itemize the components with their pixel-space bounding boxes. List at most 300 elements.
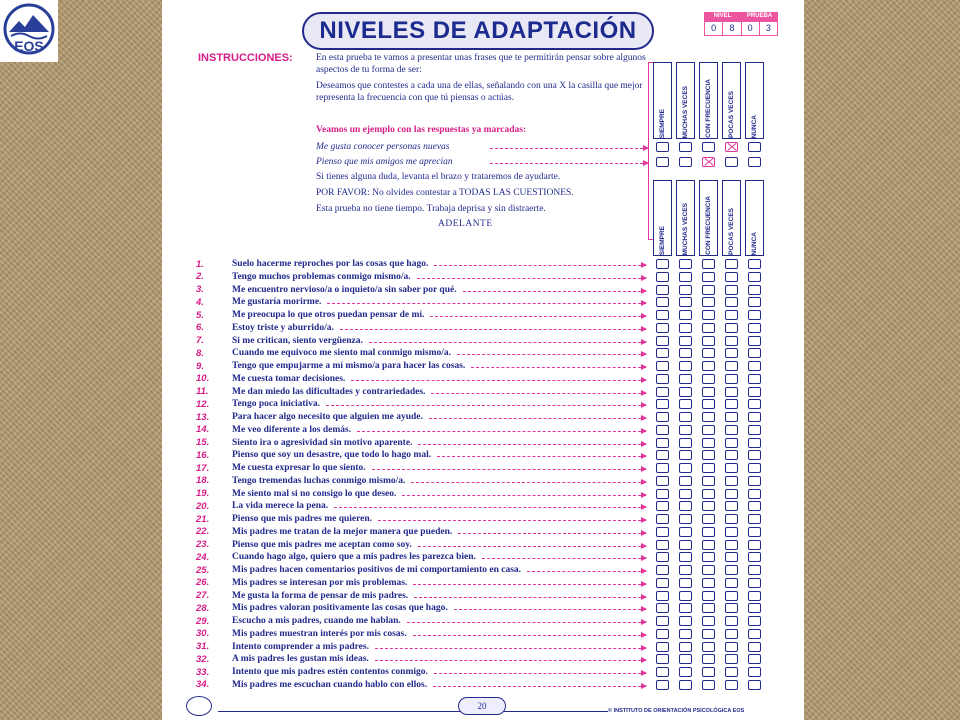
answer-checkbox-con-frecuencia[interactable] xyxy=(702,629,715,639)
question-row xyxy=(196,373,345,385)
answer-checkbox-siempre[interactable] xyxy=(656,565,669,575)
answer-checkbox-siempre[interactable] xyxy=(656,272,669,282)
answer-checkbox-con-frecuencia[interactable] xyxy=(702,667,715,677)
question-number: 15. xyxy=(196,437,210,448)
question-number: 18. xyxy=(196,475,210,487)
question-text: Tengo que empujarme a mí mismo/a para hacer las cosas. xyxy=(232,361,466,371)
leader-arrow xyxy=(458,533,646,534)
answer-checkbox-muchas-veces[interactable] xyxy=(679,629,692,639)
answer-checkbox-nunca[interactable] xyxy=(748,667,761,677)
question-row xyxy=(196,564,521,576)
question-row xyxy=(196,386,425,398)
answer-checkbox-nunca[interactable] xyxy=(748,514,761,524)
answer-checkbox-siempre[interactable] xyxy=(656,310,669,320)
question-number: 7. xyxy=(196,335,204,346)
example-header-muchas-veces: MUCHAS VECES xyxy=(676,62,695,139)
answer-checkbox-siempre[interactable] xyxy=(656,476,669,486)
answer-checkbox-pocas-veces[interactable] xyxy=(725,361,738,371)
answer-checkbox-con-frecuencia[interactable] xyxy=(702,285,715,295)
answer-checkbox-con-frecuencia[interactable] xyxy=(702,272,715,282)
answer-checkbox-pocas-veces[interactable] xyxy=(725,642,738,652)
answer-checkbox-nunca[interactable] xyxy=(748,501,761,511)
answer-checkbox-muchas-veces[interactable] xyxy=(679,323,692,333)
leader-arrow xyxy=(434,673,646,674)
question-row xyxy=(196,590,408,602)
question-row xyxy=(196,513,372,525)
question-row xyxy=(196,526,452,538)
example-statement-2: Pienso que mis amigos me aprecian xyxy=(316,157,453,167)
code-digit: 0 xyxy=(742,22,760,35)
answer-checkbox-nunca[interactable] xyxy=(748,552,761,562)
question-text: Me veo diferente a los demás. xyxy=(232,424,352,435)
example-arrow xyxy=(490,163,648,164)
leader-arrow xyxy=(418,444,646,445)
answer-checkbox-siempre[interactable] xyxy=(656,603,669,613)
answer-checkbox-muchas-veces[interactable] xyxy=(679,514,692,524)
answer-checkbox-pocas-veces[interactable] xyxy=(725,310,738,320)
answer-checkbox-siempre[interactable] xyxy=(656,259,669,269)
answer-checkbox-siempre[interactable] xyxy=(656,297,669,307)
answer-checkbox-con-frecuencia[interactable] xyxy=(702,374,715,384)
leader-arrow xyxy=(369,342,646,343)
question-text: A mis padres les gustan mis ideas. xyxy=(232,654,369,665)
answer-checkbox-muchas-veces[interactable] xyxy=(679,310,692,320)
answer-checkbox-pocas-veces[interactable] xyxy=(725,667,738,677)
answer-checkbox-con-frecuencia[interactable] xyxy=(702,642,715,652)
answer-checkbox-muchas-veces[interactable] xyxy=(679,387,692,397)
answer-checkbox-pocas-veces[interactable] xyxy=(725,450,738,460)
answer-checkbox-muchas-veces[interactable] xyxy=(679,361,692,371)
leader-arrow xyxy=(433,686,646,687)
answer-checkbox-nunca[interactable] xyxy=(748,438,761,448)
answer-checkbox-siempre[interactable] xyxy=(656,616,669,626)
example-answer-checkbox xyxy=(702,142,715,152)
answer-checkbox-con-frecuencia[interactable] xyxy=(702,463,715,473)
question-row xyxy=(196,475,405,487)
publisher-credit: © INSTITUTO DE ORIENTACIÓN PSICOLÓGICA EOS xyxy=(608,708,745,714)
answer-checkbox-siempre[interactable] xyxy=(656,489,669,499)
answer-checkbox-muchas-veces[interactable] xyxy=(679,463,692,473)
answer-checkbox-siempre[interactable] xyxy=(656,527,669,537)
answer-checkbox-siempre[interactable] xyxy=(656,654,669,664)
question-row xyxy=(196,335,363,347)
answer-checkbox-muchas-veces[interactable] xyxy=(679,527,692,537)
leader-arrow xyxy=(413,635,646,636)
question-row xyxy=(196,309,424,321)
question-text: Mis padres se interesan por mis problemas. xyxy=(232,577,408,588)
answer-checkbox-muchas-veces[interactable] xyxy=(679,501,692,511)
question-number: 27. xyxy=(196,590,210,601)
answer-checkbox-siempre[interactable] xyxy=(656,501,669,511)
answer-checkbox-pocas-veces[interactable] xyxy=(725,463,738,473)
answer-checkbox-muchas-veces[interactable] xyxy=(679,654,692,664)
example-answer-checkbox xyxy=(679,142,692,152)
answer-checkbox-nunca[interactable] xyxy=(748,450,761,460)
question-number: 2. xyxy=(196,271,204,283)
question-number: 34. xyxy=(196,679,210,691)
adelante-label: ADELANTE xyxy=(438,219,493,229)
answer-checkbox-con-frecuencia[interactable] xyxy=(702,489,715,499)
question-text: Intento que mis padres estén contentos conmigo. xyxy=(232,667,428,677)
answer-checkbox-nunca[interactable] xyxy=(748,348,761,358)
footer-logo xyxy=(186,696,212,716)
footer-divider xyxy=(218,711,608,712)
answer-checkbox-con-frecuencia[interactable] xyxy=(702,540,715,550)
answer-checkbox-nunca[interactable] xyxy=(748,527,761,537)
answer-checkbox-con-frecuencia[interactable] xyxy=(702,412,715,422)
question-number: 31. xyxy=(196,641,210,652)
questionnaire-page xyxy=(162,0,804,720)
leader-arrow xyxy=(417,278,646,279)
question-number: 11. xyxy=(196,386,209,397)
page-title: NIVELES DE ADAPTACIÓN xyxy=(302,12,654,50)
answer-checkbox-con-frecuencia[interactable] xyxy=(702,310,715,320)
question-text: Me cuesta expresar lo que siento. xyxy=(232,463,366,473)
answer-checkbox-con-frecuencia[interactable] xyxy=(702,259,715,269)
answer-checkbox-muchas-veces[interactable] xyxy=(679,425,692,435)
answer-checkbox-pocas-veces[interactable] xyxy=(725,336,738,346)
eos-logo xyxy=(0,0,58,62)
answer-checkbox-pocas-veces[interactable] xyxy=(725,387,738,397)
answer-checkbox-pocas-veces[interactable] xyxy=(725,412,738,422)
answer-checkbox-pocas-veces[interactable] xyxy=(725,374,738,384)
leader-arrow xyxy=(413,584,646,585)
answer-checkbox-nunca[interactable] xyxy=(748,285,761,295)
question-row xyxy=(196,347,451,359)
answer-checkbox-con-frecuencia[interactable] xyxy=(702,527,715,537)
example-answer-checkbox xyxy=(725,142,738,152)
question-number: 26. xyxy=(196,577,210,589)
answer-checkbox-siempre[interactable] xyxy=(656,578,669,588)
leader-arrow xyxy=(431,393,646,394)
leader-arrow xyxy=(340,329,646,330)
leader-arrow xyxy=(463,291,646,292)
code-label-prueba: PRUEBA xyxy=(741,12,778,21)
answer-checkbox-siempre[interactable] xyxy=(656,591,669,601)
leader-arrow xyxy=(457,354,646,355)
answer-checkbox-muchas-veces[interactable] xyxy=(679,348,692,358)
answer-checkbox-nunca[interactable] xyxy=(748,616,761,626)
answer-checkbox-pocas-veces[interactable] xyxy=(725,399,738,409)
answer-checkbox-con-frecuencia[interactable] xyxy=(702,297,715,307)
answer-checkbox-nunca[interactable] xyxy=(748,374,761,384)
example-answer-checkbox xyxy=(679,157,692,167)
question-text: Me cuesta tomar decisiones. xyxy=(232,373,346,384)
answer-checkbox-pocas-veces[interactable] xyxy=(725,514,738,524)
question-text: Me gustaría morirme. xyxy=(232,297,322,308)
answer-checkbox-nunca[interactable] xyxy=(748,387,761,397)
answer-checkbox-nunca[interactable] xyxy=(748,297,761,307)
answer-checkbox-con-frecuencia[interactable] xyxy=(702,565,715,575)
question-number: 12. xyxy=(196,398,210,410)
answer-checkbox-muchas-veces[interactable] xyxy=(679,412,692,422)
answer-checkbox-pocas-veces[interactable] xyxy=(725,489,738,499)
answer-checkbox-siempre[interactable] xyxy=(656,450,669,460)
leader-arrow xyxy=(430,316,646,317)
answer-checkbox-muchas-veces[interactable] xyxy=(679,399,692,409)
leader-arrow xyxy=(454,609,646,610)
answer-checkbox-muchas-veces[interactable] xyxy=(679,259,692,269)
answer-checkbox-con-frecuencia[interactable] xyxy=(702,450,715,460)
question-text: Mis padres me tratan de la mejor manera que pueden. xyxy=(232,526,453,537)
question-number: 33. xyxy=(196,666,210,678)
example-header-siempre: SIEMPRE xyxy=(653,62,672,139)
question-row xyxy=(196,666,428,678)
question-text: Me preocupa lo que otros puedan pensar de mí. xyxy=(232,310,425,320)
answer-checkbox-con-frecuencia[interactable] xyxy=(702,361,715,371)
answer-checkbox-nunca[interactable] xyxy=(748,361,761,371)
answer-checkbox-nunca[interactable] xyxy=(748,629,761,639)
answer-checkbox-siempre[interactable] xyxy=(656,336,669,346)
answer-checkbox-muchas-veces[interactable] xyxy=(679,680,692,690)
answer-checkbox-nunca[interactable] xyxy=(748,259,761,269)
question-number: 6. xyxy=(196,322,204,334)
question-number: 30. xyxy=(196,628,210,640)
answer-checkbox-pocas-veces[interactable] xyxy=(725,285,738,295)
example-answer-checkbox xyxy=(748,142,761,152)
question-row xyxy=(196,411,423,423)
answer-checkbox-muchas-veces[interactable] xyxy=(679,642,692,652)
answer-checkbox-siempre[interactable] xyxy=(656,667,669,677)
answer-checkbox-nunca[interactable] xyxy=(748,412,761,422)
column-header-nunca: NUNCA xyxy=(745,180,764,256)
answer-checkbox-pocas-veces[interactable] xyxy=(725,323,738,333)
question-row xyxy=(196,271,411,283)
answer-checkbox-nunca[interactable] xyxy=(748,272,761,282)
answer-checkbox-con-frecuencia[interactable] xyxy=(702,501,715,511)
question-text: Para hacer algo necesito que alguien me ayude. xyxy=(232,412,423,422)
answer-checkbox-pocas-veces[interactable] xyxy=(725,616,738,626)
answer-checkbox-con-frecuencia[interactable] xyxy=(702,578,715,588)
answer-checkbox-pocas-veces[interactable] xyxy=(725,591,738,601)
leader-arrow xyxy=(326,405,646,406)
answer-checkbox-siempre[interactable] xyxy=(656,399,669,409)
answer-checkbox-muchas-veces[interactable] xyxy=(679,297,692,307)
leader-arrow xyxy=(437,456,646,457)
question-number: 25. xyxy=(196,564,210,576)
answer-checkbox-con-frecuencia[interactable] xyxy=(702,603,715,613)
question-row xyxy=(196,488,396,500)
question-row xyxy=(196,462,366,474)
answer-checkbox-muchas-veces[interactable] xyxy=(679,616,692,626)
question-number: 24. xyxy=(196,551,210,563)
answer-checkbox-pocas-veces[interactable] xyxy=(725,540,738,550)
answer-checkbox-muchas-veces[interactable] xyxy=(679,489,692,499)
question-text: Pienso que mis padres me quieren. xyxy=(232,514,373,524)
answer-checkbox-siempre[interactable] xyxy=(656,374,669,384)
answer-checkbox-con-frecuencia[interactable] xyxy=(702,514,715,524)
answer-checkbox-con-frecuencia[interactable] xyxy=(702,591,715,601)
question-row xyxy=(196,398,320,410)
code-digit: 8 xyxy=(723,22,741,35)
column-header-con-frecuencia: CON FRECUENCIA xyxy=(699,180,718,256)
question-number: 23. xyxy=(196,539,210,550)
answer-checkbox-nunca[interactable] xyxy=(748,540,761,550)
question-text: Tengo poca iniciativa. xyxy=(232,399,321,410)
answer-checkbox-muchas-veces[interactable] xyxy=(679,476,692,486)
note-doubt: Si tienes alguna duda, levanta el brazo y trataremos de ayudarte. xyxy=(316,172,561,182)
leader-arrow xyxy=(375,648,646,649)
answer-checkbox-nunca[interactable] xyxy=(748,642,761,652)
answer-checkbox-muchas-veces[interactable] xyxy=(679,336,692,346)
answer-checkbox-muchas-veces[interactable] xyxy=(679,603,692,613)
answer-checkbox-siempre[interactable] xyxy=(656,387,669,397)
answer-checkbox-nunca[interactable] xyxy=(748,489,761,499)
question-text: Me encuentro nervioso/a o inquieto/a sin saber por qué. xyxy=(232,284,457,295)
answer-checkbox-siempre[interactable] xyxy=(656,642,669,652)
code-label-nivel: NIVEL xyxy=(704,12,741,21)
question-number: 29. xyxy=(196,615,210,627)
question-text: Intento comprender a mis padres. xyxy=(232,641,369,652)
answer-checkbox-con-frecuencia[interactable] xyxy=(702,336,715,346)
question-number: 19. xyxy=(196,488,210,499)
question-number: 14. xyxy=(196,424,210,436)
example-statement-1: Me gusta conocer personas nuevas xyxy=(316,142,450,152)
answer-checkbox-pocas-veces[interactable] xyxy=(725,438,738,448)
answer-checkbox-con-frecuencia[interactable] xyxy=(702,387,715,397)
answer-checkbox-muchas-veces[interactable] xyxy=(679,450,692,460)
answer-checkbox-siempre[interactable] xyxy=(656,438,669,448)
question-text: Mis padres valoran positivamente las cosas que hago. xyxy=(232,603,448,614)
answer-checkbox-con-frecuencia[interactable] xyxy=(702,552,715,562)
answer-checkbox-siempre[interactable] xyxy=(656,540,669,550)
answer-checkbox-siempre[interactable] xyxy=(656,361,669,371)
answer-checkbox-con-frecuencia[interactable] xyxy=(702,616,715,626)
question-text: Si me critican, siento vergüenza. xyxy=(232,335,363,346)
question-text: La vida merece la pena. xyxy=(232,501,329,512)
answer-checkbox-con-frecuencia[interactable] xyxy=(702,425,715,435)
answer-checkbox-nunca[interactable] xyxy=(748,565,761,575)
question-number: 9. xyxy=(196,360,204,372)
answer-checkbox-siempre[interactable] xyxy=(656,680,669,690)
answer-checkbox-nunca[interactable] xyxy=(748,591,761,601)
answer-checkbox-muchas-veces[interactable] xyxy=(679,667,692,677)
answer-checkbox-pocas-veces[interactable] xyxy=(725,476,738,486)
answer-checkbox-nunca[interactable] xyxy=(748,323,761,333)
answer-checkbox-con-frecuencia[interactable] xyxy=(702,654,715,664)
question-row xyxy=(196,322,334,334)
answer-checkbox-siempre[interactable] xyxy=(656,425,669,435)
answer-checkbox-pocas-veces[interactable] xyxy=(725,272,738,282)
svg-text:EOS: EOS xyxy=(14,38,44,54)
answer-checkbox-pocas-veces[interactable] xyxy=(725,680,738,690)
question-text: Mis padres muestran interés por mis cosas. xyxy=(232,628,407,639)
leader-arrow xyxy=(351,380,646,381)
answer-checkbox-siempre[interactable] xyxy=(656,412,669,422)
question-row xyxy=(196,551,476,563)
question-text: Me gusta la forma de pensar de mis padres. xyxy=(232,590,409,601)
answer-checkbox-pocas-veces[interactable] xyxy=(725,629,738,639)
question-row xyxy=(196,602,448,614)
example-arrow xyxy=(490,148,648,149)
answer-checkbox-pocas-veces[interactable] xyxy=(725,297,738,307)
answer-checkbox-nunca[interactable] xyxy=(748,425,761,435)
answer-checkbox-muchas-veces[interactable] xyxy=(679,565,692,575)
answer-checkbox-nunca[interactable] xyxy=(748,578,761,588)
answer-checkbox-con-frecuencia[interactable] xyxy=(702,680,715,690)
question-number: 16. xyxy=(196,449,210,461)
answer-checkbox-con-frecuencia[interactable] xyxy=(702,476,715,486)
question-text: Tengo muchos problemas conmigo mismo/a. xyxy=(232,271,411,282)
answer-checkbox-siempre[interactable] xyxy=(656,463,669,473)
answer-checkbox-muchas-veces[interactable] xyxy=(679,591,692,601)
instructions-paragraph-1: En esta prueba te vamos a presentar unas frases que te permitirán pensar sobre algunos aspectos de tu forma de ser: xyxy=(316,53,646,75)
answer-checkbox-muchas-veces[interactable] xyxy=(679,578,692,588)
answer-checkbox-pocas-veces[interactable] xyxy=(725,348,738,358)
answer-checkbox-muchas-veces[interactable] xyxy=(679,272,692,282)
question-row xyxy=(196,500,328,512)
question-number: 5. xyxy=(196,309,204,321)
answer-checkbox-siempre[interactable] xyxy=(656,323,669,333)
answer-checkbox-pocas-veces[interactable] xyxy=(725,501,738,511)
answer-checkbox-siempre[interactable] xyxy=(656,514,669,524)
question-text: Pienso que mis padres me aceptan como soy. xyxy=(232,539,412,550)
answer-checkbox-nunca[interactable] xyxy=(748,603,761,613)
question-row xyxy=(196,296,321,308)
answer-checkbox-con-frecuencia[interactable] xyxy=(702,438,715,448)
answer-checkbox-con-frecuencia[interactable] xyxy=(702,323,715,333)
question-number: 32. xyxy=(196,653,210,665)
answer-checkbox-muchas-veces[interactable] xyxy=(679,374,692,384)
answer-checkbox-nunca[interactable] xyxy=(748,463,761,473)
answer-checkbox-nunca[interactable] xyxy=(748,310,761,320)
answer-checkbox-pocas-veces[interactable] xyxy=(725,578,738,588)
answer-checkbox-pocas-veces[interactable] xyxy=(725,259,738,269)
question-number: 3. xyxy=(196,284,204,295)
answer-checkbox-pocas-veces[interactable] xyxy=(725,425,738,435)
question-row xyxy=(196,653,369,665)
question-row xyxy=(196,449,431,461)
answer-checkbox-pocas-veces[interactable] xyxy=(725,603,738,613)
example-header-nunca: NUNCA xyxy=(745,62,764,139)
answer-checkbox-nunca[interactable] xyxy=(748,680,761,690)
answer-checkbox-nunca[interactable] xyxy=(748,476,761,486)
question-row xyxy=(196,679,427,691)
answer-checkbox-nunca[interactable] xyxy=(748,399,761,409)
question-row xyxy=(196,360,465,372)
question-text: Escucho a mis padres, cuando me hablan. xyxy=(232,616,401,626)
answer-checkbox-pocas-veces[interactable] xyxy=(725,527,738,537)
answer-checkbox-con-frecuencia[interactable] xyxy=(702,399,715,409)
leader-arrow xyxy=(418,546,646,547)
leader-arrow xyxy=(527,571,646,572)
instructions-label: INSTRUCCIONES: xyxy=(198,52,293,64)
answer-checkbox-pocas-veces[interactable] xyxy=(725,552,738,562)
answer-checkbox-siempre[interactable] xyxy=(656,348,669,358)
answer-checkbox-nunca[interactable] xyxy=(748,336,761,346)
leader-arrow xyxy=(411,482,646,483)
answer-checkbox-muchas-veces[interactable] xyxy=(679,285,692,295)
answer-checkbox-muchas-veces[interactable] xyxy=(679,552,692,562)
question-text: Me siento mal si no consigo lo que deseo. xyxy=(232,488,397,499)
question-row xyxy=(196,437,412,449)
answer-checkbox-nunca[interactable] xyxy=(748,654,761,664)
answer-checkbox-siempre[interactable] xyxy=(656,552,669,562)
answer-checkbox-muchas-veces[interactable] xyxy=(679,438,692,448)
answer-checkbox-muchas-veces[interactable] xyxy=(679,540,692,550)
leader-arrow xyxy=(407,622,646,623)
question-text: Cuando hago algo, quiero que a mis padres les parezca bien. xyxy=(232,552,476,563)
answer-checkbox-con-frecuencia[interactable] xyxy=(702,348,715,358)
question-number: 10. xyxy=(196,373,210,385)
answer-checkbox-pocas-veces[interactable] xyxy=(725,565,738,575)
answer-checkbox-siempre[interactable] xyxy=(656,285,669,295)
question-text: Mis padres hacen comentarios positivos de mi comportamiento en casa. xyxy=(232,565,522,575)
answer-checkbox-siempre[interactable] xyxy=(656,629,669,639)
leader-arrow xyxy=(378,520,646,521)
example-answer-checkbox xyxy=(656,157,669,167)
answer-checkbox-pocas-veces[interactable] xyxy=(725,654,738,664)
